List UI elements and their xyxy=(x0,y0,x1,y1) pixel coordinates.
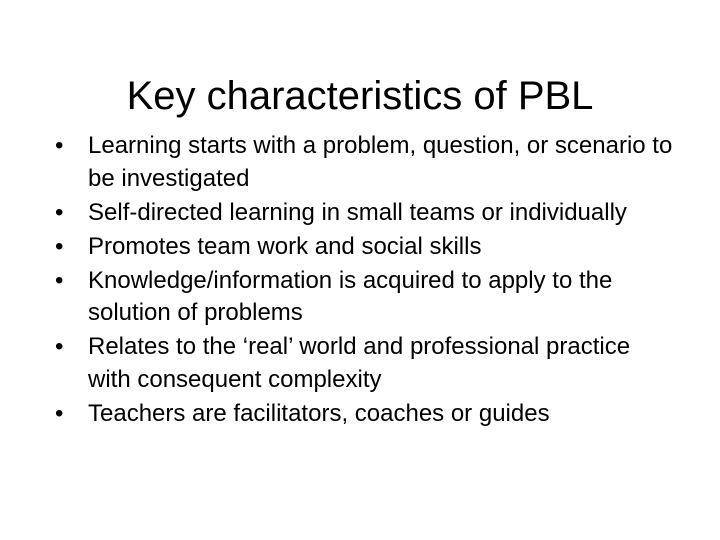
bullet-item xyxy=(55,265,675,330)
bullet-text: Promotes team work and social skills xyxy=(88,232,482,260)
bullet-text: Self-directed learning in small teams or individually xyxy=(88,198,627,226)
bullet-dot: • xyxy=(55,333,64,360)
bullet-text: Relates to the ‘real’ world and professional practice with consequent complexity xyxy=(88,333,631,393)
bullet-item xyxy=(55,398,675,431)
bullet-dot: • xyxy=(55,399,64,427)
slide-title: Key characteristics of PBL xyxy=(126,74,594,118)
bullet-dot: • xyxy=(55,198,64,226)
bullet-dot: • xyxy=(55,132,64,159)
bullet-item xyxy=(55,231,675,264)
bullet-dot: • xyxy=(55,266,64,294)
bullet-list xyxy=(55,130,675,432)
bullet-item xyxy=(55,130,675,195)
bullet-dot: • xyxy=(55,232,64,260)
bullet-text: Knowledge/information is acquired to apply to the solution of problems xyxy=(88,266,613,326)
bullet-item xyxy=(55,197,675,230)
bullet-text: Learning starts with a problem, question, or scenario to be investigated xyxy=(88,132,673,192)
bullet-text: Teachers are facilitators, coaches or guides xyxy=(88,399,550,427)
bullet-item xyxy=(55,331,675,396)
